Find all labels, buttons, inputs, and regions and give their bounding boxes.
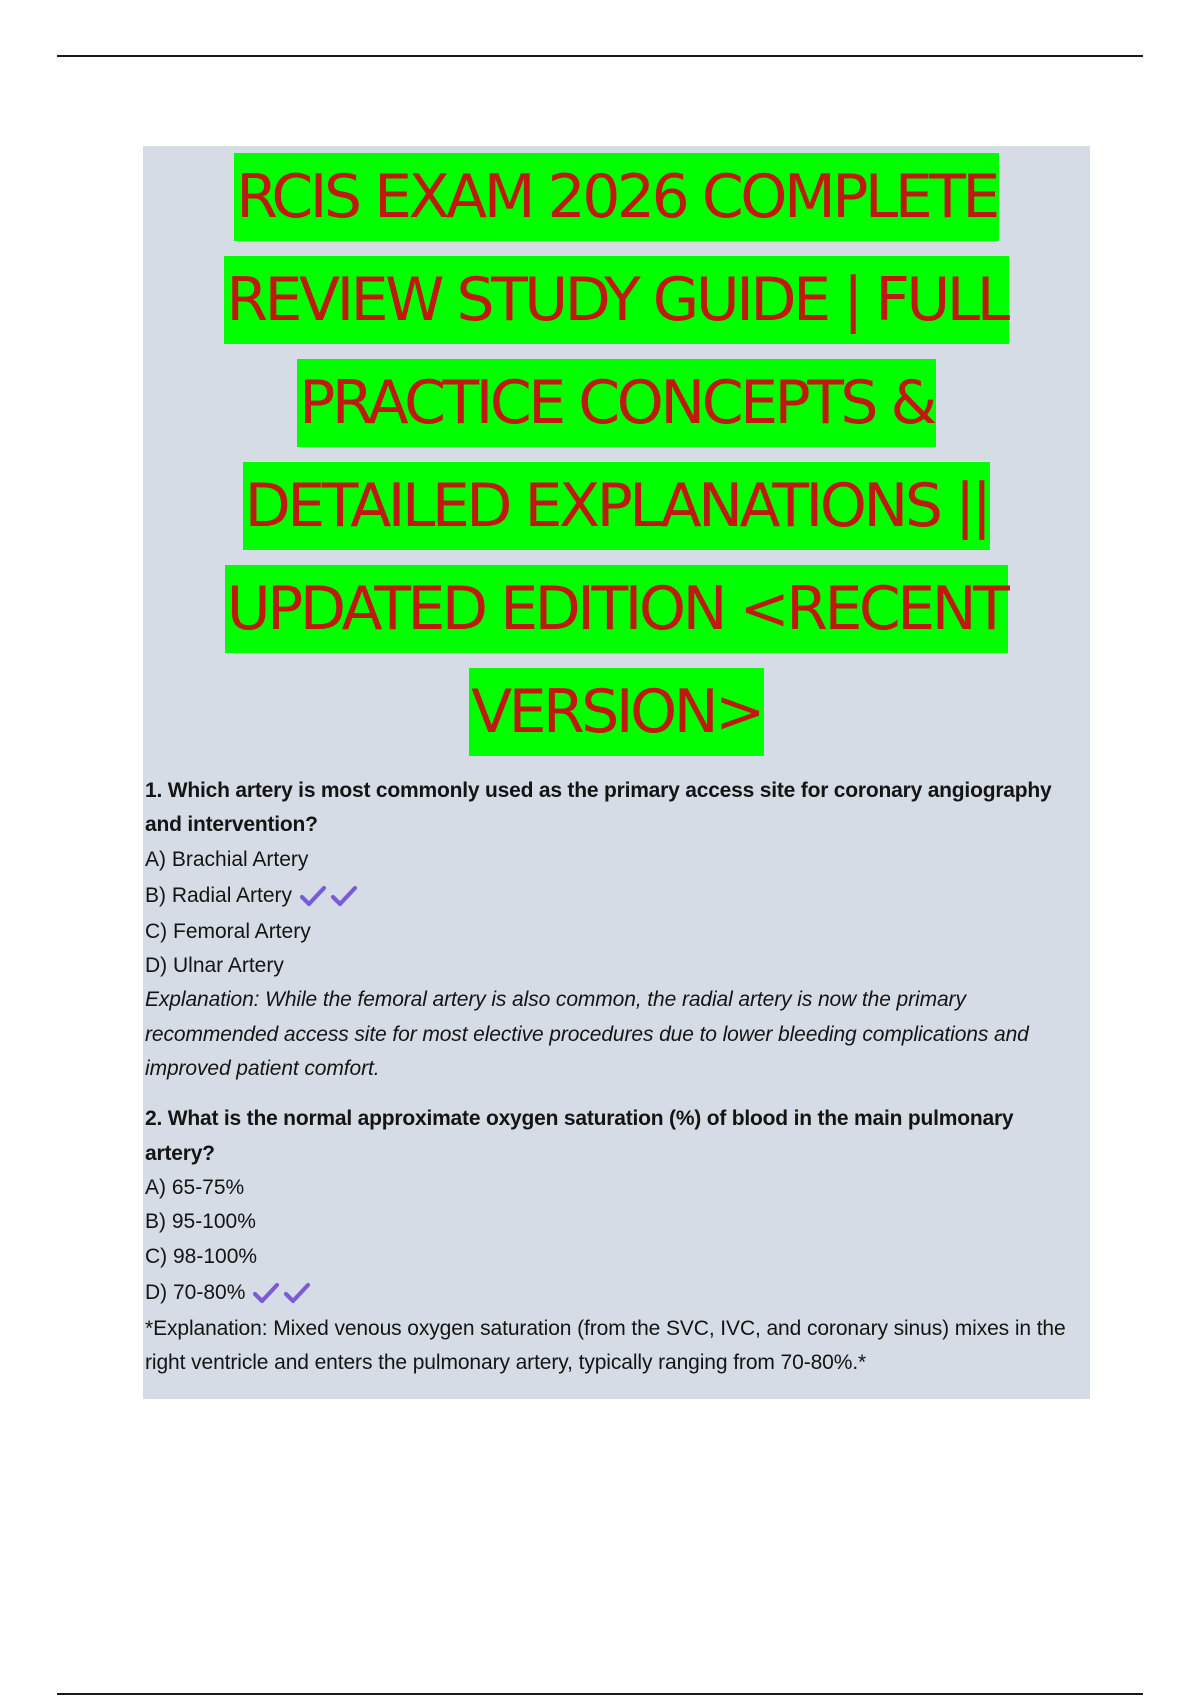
content-panel <box>143 146 1090 1399</box>
option-text: C) Femoral Artery <box>145 919 311 943</box>
option-text: D) 70-80% <box>145 1280 246 1304</box>
answer-option <box>145 1205 1085 1239</box>
title-line-1: RCIS EXAM 2026 COMPLETE <box>234 153 999 241</box>
answer-option <box>145 843 1085 877</box>
option-text: D) Ulnar Artery <box>145 954 284 978</box>
answer-option-correct <box>145 1274 1085 1312</box>
answer-option <box>145 949 1085 983</box>
answer-option <box>145 1240 1085 1274</box>
option-text: C) 98-100% <box>145 1244 258 1268</box>
explanation-text: *Explanation: Mixed venous oxygen saturation (from the SVC, IVC, and coronary sinus) mixes in the right ventricle and enters the pulmonary artery, typically ranging from 70-80%.* <box>145 1316 1066 1375</box>
title-line-4: DETAILED EXPLANATIONS || <box>243 462 991 550</box>
document-title <box>143 146 1090 764</box>
option-text: A) Brachial Artery <box>145 847 309 871</box>
title-line-6: VERSION> <box>469 668 764 756</box>
top-rule <box>57 55 1143 57</box>
option-text: B) Radial Artery <box>145 883 293 907</box>
questions-section <box>145 774 1085 1380</box>
question-block <box>145 774 1085 1086</box>
question-text: 2. What is the normal approximate oxygen saturation (%) of blood in the main pulmonary artery? <box>145 1107 1014 1165</box>
option-text: A) 65-75% <box>145 1175 245 1199</box>
title-line-5: UPDATED EDITION <RECENT <box>225 565 1009 653</box>
answer-option <box>145 1171 1085 1205</box>
double-checkmark-icon <box>300 885 358 907</box>
question-block <box>145 1102 1085 1380</box>
title-line-3: PRACTICE CONCEPTS & <box>297 359 936 447</box>
answer-option <box>145 915 1085 949</box>
question-text: 1. Which artery is most commonly used as the primary access site for coronary angiography and intervention? <box>145 779 1052 837</box>
explanation-text: Explanation: While the femoral artery is also common, the radial artery is now the primary recommended access site for most elective procedures due to lower bleeding complications and improved patient comfort. <box>145 988 1029 1081</box>
option-text: B) 95-100% <box>145 1210 256 1234</box>
double-checkmark-icon <box>253 1282 311 1304</box>
bottom-rule <box>57 1693 1143 1695</box>
title-line-2: REVIEW STUDY GUIDE | FULL <box>224 256 1008 344</box>
answer-option-correct <box>145 877 1085 915</box>
